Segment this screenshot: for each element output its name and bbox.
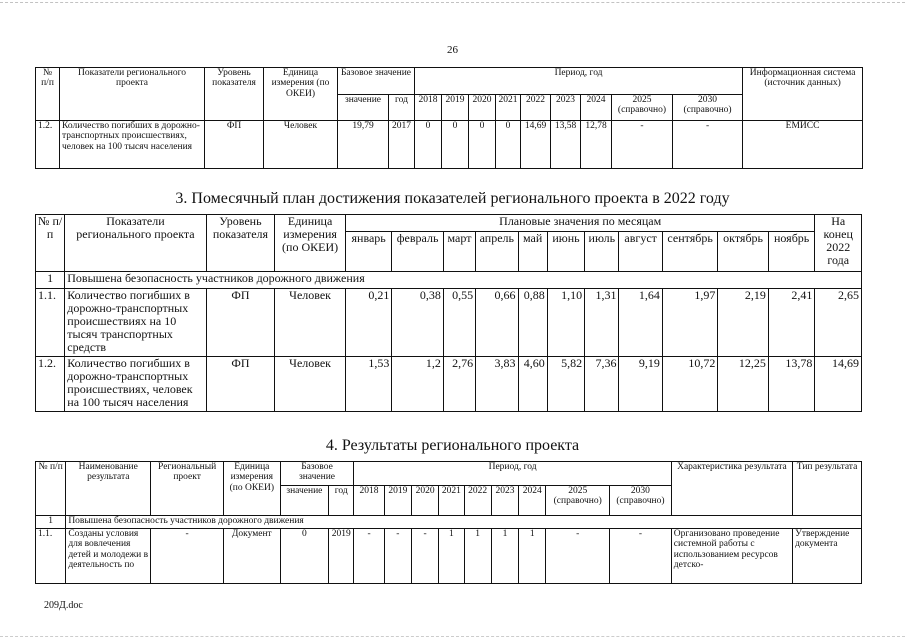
row-num: 1.2. bbox=[36, 357, 65, 412]
header-base-value: значение bbox=[280, 486, 329, 516]
row-base-year: 2017 bbox=[389, 121, 415, 169]
row-num: 1.1. bbox=[36, 289, 65, 357]
group-text: Повышена безопасность участников дорожного движения bbox=[66, 516, 862, 529]
month-value: 9,19 bbox=[619, 357, 662, 412]
row-indicator: Количество погибших в дорожно-транспортных происшествиях, человек на 100 тысяч населения bbox=[65, 357, 206, 412]
row-num: 1.2. bbox=[36, 121, 60, 169]
row-year-value: - bbox=[384, 529, 411, 584]
row-unit: Человек bbox=[264, 121, 338, 169]
month-value: 12,25 bbox=[718, 357, 768, 412]
row-year-value: - bbox=[354, 529, 384, 584]
month-value: 0,66 bbox=[476, 289, 518, 357]
month-value: 5,82 bbox=[547, 357, 584, 412]
footer-filename: 209Д.doc bbox=[44, 600, 83, 611]
header-unit: Единица измерения (по ОКЕИ) bbox=[275, 215, 346, 272]
header-name: Наименование результата bbox=[66, 462, 151, 516]
row-level: ФП bbox=[206, 357, 275, 412]
header-num: № п/п bbox=[36, 68, 60, 121]
header-year-2025: 2025 (справочно) bbox=[546, 486, 610, 516]
row-type: Утверждение документа bbox=[793, 529, 862, 584]
row-2025: - bbox=[612, 121, 673, 169]
month-value: 4,60 bbox=[518, 357, 547, 412]
header-year: 2022 bbox=[464, 486, 491, 516]
header-year-2030: 2030 (справочно) bbox=[673, 95, 743, 121]
results-table bbox=[35, 461, 862, 584]
table-row bbox=[36, 121, 863, 169]
header-base-year: год bbox=[329, 486, 354, 516]
row-2030: - bbox=[673, 121, 743, 169]
row-base-value: 19,79 bbox=[338, 121, 389, 169]
row-year-value: 0 bbox=[469, 121, 496, 169]
header-year-2030: 2030 (справочно) bbox=[610, 486, 672, 516]
month-value: 1,10 bbox=[547, 289, 584, 357]
table-row bbox=[36, 289, 862, 357]
header-info: Информационная система (источник данных) bbox=[743, 68, 863, 121]
row-2030: - bbox=[610, 529, 672, 584]
header-year: 2020 bbox=[469, 95, 496, 121]
month-value: 1,31 bbox=[585, 289, 619, 357]
header-year: 2020 bbox=[411, 486, 438, 516]
month-value: 1,2 bbox=[392, 357, 443, 412]
row-level: ФП bbox=[206, 289, 275, 357]
row-base-value: 0 bbox=[280, 529, 329, 584]
header-month: март bbox=[443, 232, 475, 272]
header-year: 2018 bbox=[415, 95, 442, 121]
header-period: Период, год bbox=[415, 68, 743, 95]
row-base-year: 2019 bbox=[329, 529, 354, 584]
header-characteristic: Характеристика результата bbox=[671, 462, 792, 516]
header-level: Уровень показателя bbox=[206, 215, 275, 272]
section-4-title: 4. Результаты регионального проекта bbox=[325, 437, 580, 454]
month-value: 2,76 bbox=[443, 357, 475, 412]
header-year: 2024 bbox=[581, 95, 612, 121]
header-month: ноябрь bbox=[768, 232, 815, 272]
header-project: Региональный проект bbox=[151, 462, 224, 516]
header-level: Уровень показателя bbox=[205, 68, 264, 121]
section-3-title: 3. Помесячный план достижения показателей регионального проекта в 2022 году bbox=[175, 190, 730, 207]
row-unit: Человек bbox=[275, 289, 346, 357]
row-2025: - bbox=[546, 529, 610, 584]
header-year: 2023 bbox=[491, 486, 518, 516]
row-characteristic: Организовано проведение системной работы с использованием ресурсов детско- bbox=[671, 529, 792, 584]
month-value: 1,64 bbox=[619, 289, 662, 357]
month-value: 0,88 bbox=[518, 289, 547, 357]
table-row bbox=[36, 357, 862, 412]
header-year: 2019 bbox=[442, 95, 469, 121]
header-year: 2019 bbox=[384, 486, 411, 516]
month-value: 3,83 bbox=[476, 357, 518, 412]
header-month: январь bbox=[345, 232, 391, 272]
end-of-year-value: 2,65 bbox=[815, 289, 862, 357]
header-num: № п/п bbox=[36, 215, 65, 272]
header-year: 2021 bbox=[496, 95, 521, 121]
header-type: Тип результата bbox=[793, 462, 862, 516]
month-value: 2,19 bbox=[718, 289, 768, 357]
row-indicator: Количество погибших в дорожно-транспортных происшествиях, человек на 100 тысяч населения bbox=[60, 121, 205, 169]
month-value: 7,36 bbox=[585, 357, 619, 412]
month-value: 1,97 bbox=[662, 289, 718, 357]
row-year-value: 0 bbox=[496, 121, 521, 169]
header-indicator: Показатели регионального проекта bbox=[65, 215, 206, 272]
header-period: Период, год bbox=[354, 462, 671, 486]
header-unit: Единица измерения (по ОКЕИ) bbox=[264, 68, 338, 121]
header-base: Базовое значение bbox=[280, 462, 354, 486]
header-unit: Единица измерения (по ОКЕИ) bbox=[224, 462, 281, 516]
row-year-value: 13,58 bbox=[551, 121, 581, 169]
row-unit: Документ bbox=[224, 529, 281, 584]
month-value: 1,53 bbox=[345, 357, 391, 412]
header-month: август bbox=[619, 232, 662, 272]
month-value: 10,72 bbox=[662, 357, 718, 412]
row-info: ЕМИСС bbox=[743, 121, 863, 169]
row-indicator: Количество погибших в дорожно-транспортных происшествиях на 10 тысяч транспортных средств bbox=[65, 289, 206, 357]
header-base: Базовое значение bbox=[338, 68, 415, 95]
header-year: 2021 bbox=[439, 486, 464, 516]
indicators-table bbox=[35, 67, 863, 169]
header-base-year: год bbox=[389, 95, 415, 121]
header-year: 2022 bbox=[521, 95, 551, 121]
header-year: 2018 bbox=[354, 486, 384, 516]
header-month: июль bbox=[585, 232, 619, 272]
scan-edge-bottom bbox=[0, 636, 905, 638]
header-planned: Плановые значения по месяцам bbox=[345, 215, 815, 232]
header-month: апрель bbox=[476, 232, 518, 272]
header-month: сентябрь bbox=[662, 232, 718, 272]
header-year-2025: 2025 (справочно) bbox=[612, 95, 673, 121]
row-year-value: 14,69 bbox=[521, 121, 551, 169]
header-indicator: Показатели регионального проекта bbox=[60, 68, 205, 121]
scan-edge-top bbox=[0, 2, 905, 4]
header-num: № п/п bbox=[36, 462, 66, 516]
header-month: февраль bbox=[392, 232, 443, 272]
header-end-of-year: На конец 2022 года bbox=[815, 215, 862, 272]
month-value: 0,21 bbox=[345, 289, 391, 357]
group-num: 1 bbox=[36, 272, 65, 289]
row-year-value: 12,78 bbox=[581, 121, 612, 169]
page-number: 26 bbox=[447, 44, 458, 56]
row-level: ФП bbox=[205, 121, 264, 169]
group-text: Повышена безопасность участников дорожного движения bbox=[65, 272, 862, 289]
group-row bbox=[36, 272, 862, 289]
header-month: июнь bbox=[547, 232, 584, 272]
row-year-value: 1 bbox=[439, 529, 464, 584]
row-num: 1.1. bbox=[36, 529, 66, 584]
row-year-value: 1 bbox=[464, 529, 491, 584]
group-num: 1 bbox=[36, 516, 66, 529]
row-year-value: - bbox=[411, 529, 438, 584]
header-base-value: значение bbox=[338, 95, 389, 121]
row-name: Созданы условия для вовлечения детей и молодежи в деятельность по bbox=[66, 529, 151, 584]
header-month: октябрь bbox=[718, 232, 768, 272]
group-row bbox=[36, 516, 862, 529]
row-year-value: 1 bbox=[491, 529, 518, 584]
month-value: 0,55 bbox=[443, 289, 475, 357]
month-value: 2,41 bbox=[768, 289, 815, 357]
month-value: 0,38 bbox=[392, 289, 443, 357]
header-month: май bbox=[518, 232, 547, 272]
header-year: 2024 bbox=[519, 486, 546, 516]
row-year-value: 0 bbox=[442, 121, 469, 169]
row-year-value: 0 bbox=[415, 121, 442, 169]
row-project: - bbox=[151, 529, 224, 584]
row-year-value: 1 bbox=[519, 529, 546, 584]
month-value: 13,78 bbox=[768, 357, 815, 412]
table-row bbox=[36, 529, 862, 584]
end-of-year-value: 14,69 bbox=[815, 357, 862, 412]
monthly-plan-table bbox=[35, 214, 862, 412]
row-unit: Человек bbox=[275, 357, 346, 412]
header-year: 2023 bbox=[551, 95, 581, 121]
